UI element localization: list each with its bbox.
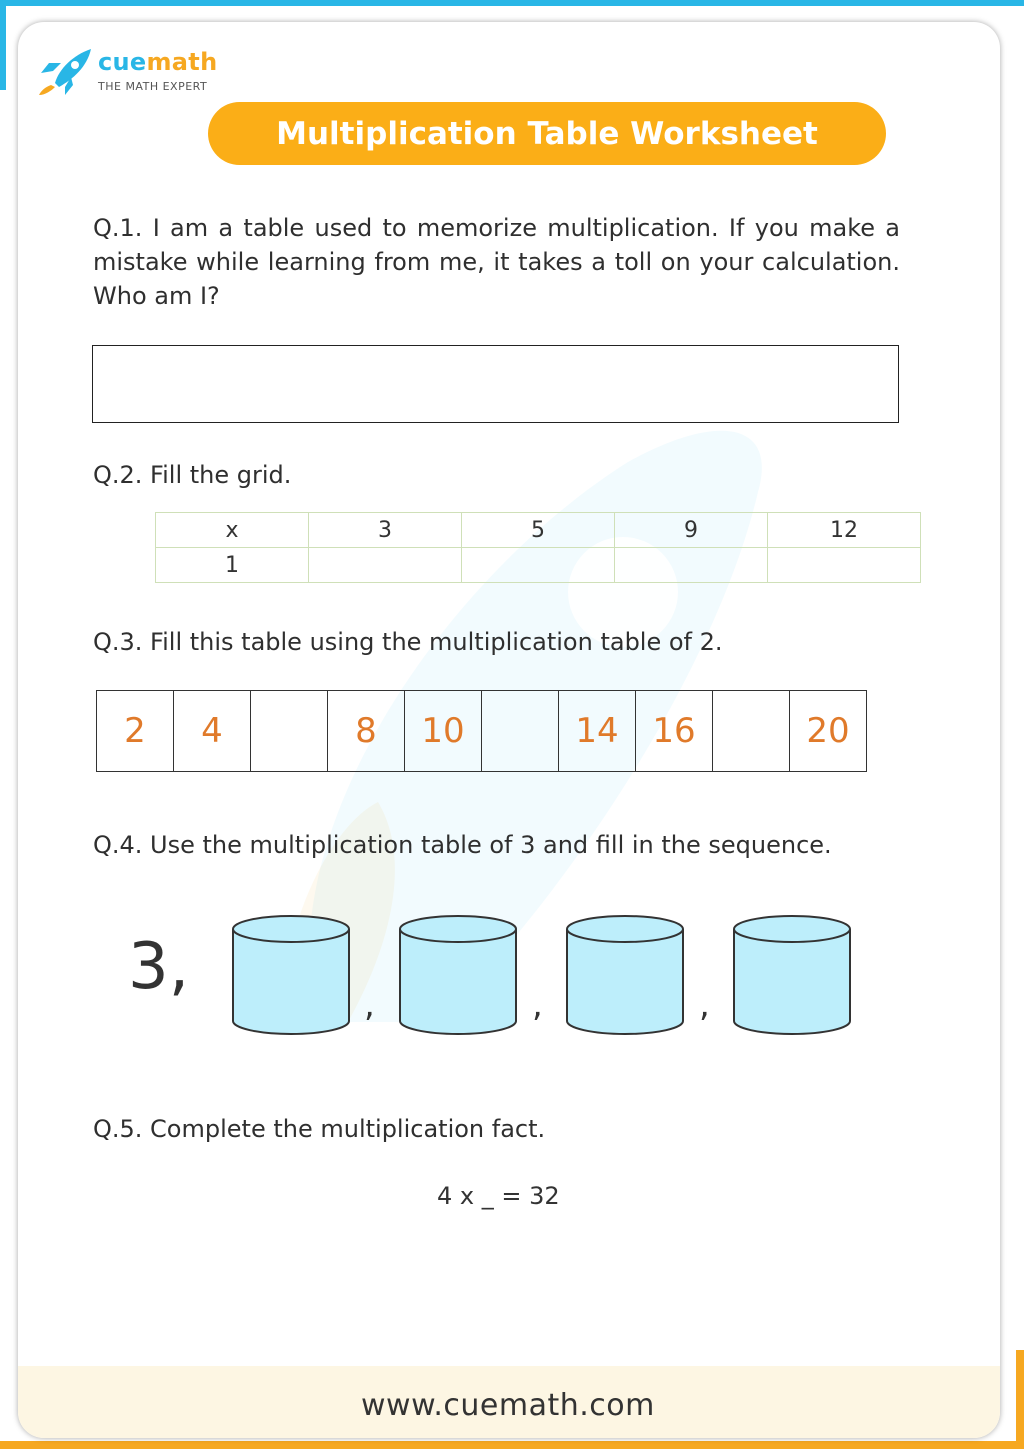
worksheet-title: Multiplication Table Worksheet <box>208 102 886 165</box>
grid-header-cell: x <box>156 513 309 548</box>
multiplication-grid <box>155 512 921 583</box>
grid-answer-cell[interactable] <box>615 548 768 583</box>
strip-cell: 8 <box>328 691 405 771</box>
brand-tagline: THE MATH EXPERT <box>98 80 208 93</box>
grid-header-cell: 12 <box>768 513 921 548</box>
answer-cylinder[interactable] <box>565 913 685 1035</box>
grid-row-label: 1 <box>156 548 309 583</box>
grid-header-row <box>156 513 921 548</box>
sequence-start: 3, <box>128 930 190 1004</box>
strip-blank-cell[interactable] <box>251 691 328 771</box>
question-1-answer-box[interactable] <box>92 345 899 423</box>
answer-cylinder[interactable] <box>732 913 852 1035</box>
brand-cue: cue <box>98 48 147 76</box>
strip-cell: 2 <box>97 691 174 771</box>
strip-cell: 10 <box>405 691 482 771</box>
strip-cell: 14 <box>559 691 636 771</box>
sequence-comma: , <box>364 985 375 1025</box>
question-2-text: Q.2. Fill the grid. <box>93 461 292 489</box>
grid-header-cell: 3 <box>309 513 462 548</box>
brand-name <box>98 48 217 76</box>
answer-cylinder[interactable] <box>231 913 351 1035</box>
strip-blank-cell[interactable] <box>482 691 559 771</box>
cuemath-rocket-logo <box>35 45 95 97</box>
question-5-text: Q.5. Complete the multiplication fact. <box>93 1115 546 1143</box>
grid-header-cell: 9 <box>615 513 768 548</box>
grid-answer-cell[interactable] <box>462 548 615 583</box>
left-border <box>0 0 6 90</box>
multiplication-fact: 4 x _ = 32 <box>437 1182 560 1210</box>
question-4-text: Q.4. Use the multiplication table of 3 and fill in the sequence. <box>93 831 832 859</box>
top-border <box>0 0 1024 6</box>
strip-cell: 20 <box>790 691 867 771</box>
brand-math: math <box>146 48 218 76</box>
bottom-border <box>0 1441 1024 1449</box>
strip-cell: 4 <box>174 691 251 771</box>
table-of-2-strip <box>96 690 867 772</box>
right-border <box>1016 1350 1024 1449</box>
strip-blank-cell[interactable] <box>713 691 790 771</box>
question-1-text: Q.1. I am a table used to memorize multiplication. If you make a mistake while learning from me, it takes a toll on your calculation. Who am I? <box>93 214 900 310</box>
sequence-comma: , <box>699 985 710 1025</box>
grid-answer-cell[interactable] <box>309 548 462 583</box>
grid-answer-cell[interactable] <box>768 548 921 583</box>
grid-header-cell: 5 <box>462 513 615 548</box>
strip-cell: 16 <box>636 691 713 771</box>
footer-url[interactable]: www.cuemath.com <box>361 1388 655 1423</box>
question-3-text: Q.3. Fill this table using the multiplication table of 2. <box>93 628 723 656</box>
grid-row <box>156 548 921 583</box>
sequence-comma: , <box>532 985 543 1025</box>
answer-cylinder[interactable] <box>398 913 518 1035</box>
